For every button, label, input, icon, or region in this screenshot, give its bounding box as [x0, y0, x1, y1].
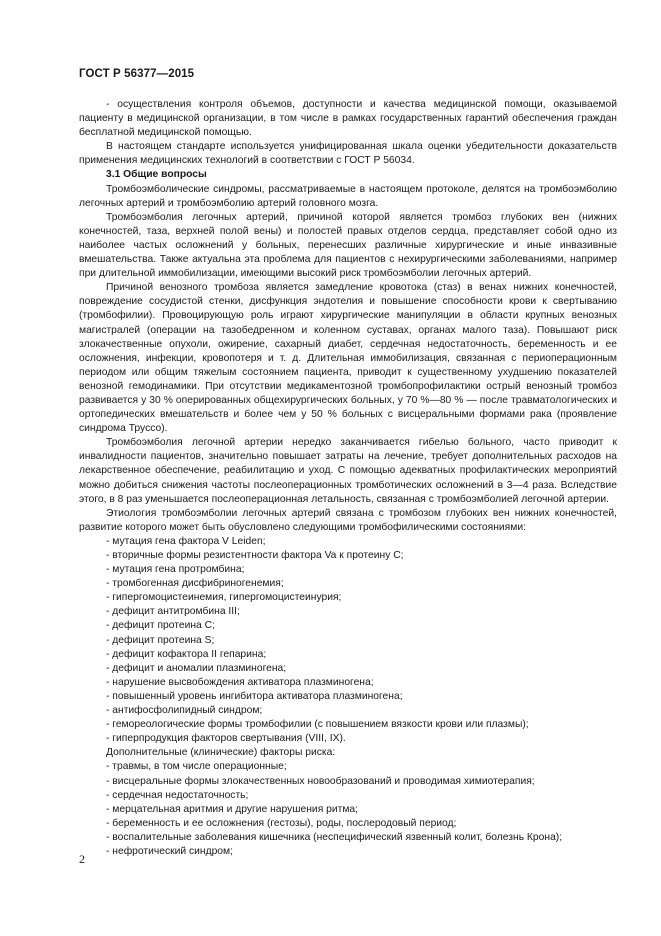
list-item: - нефротический синдром; — [106, 845, 233, 857]
list-item: - гипергомоцистеинемия, гипергомоцистеинурия; — [106, 592, 342, 604]
section-heading: 3.1 Общие вопросы — [106, 169, 207, 181]
list-intro: Дополнительные (клинические) факторы риска: — [106, 747, 336, 759]
list-item: - антифосфолипидный синдром; — [106, 705, 263, 717]
list-item: - мутация гена фактора V Leiden; — [106, 535, 266, 547]
list-item: - нарушение высвобождения активатора плазминогена; — [106, 676, 374, 688]
list-item: - висцеральные формы злокачественных новообразований и проводимая химиотерапия; — [106, 775, 535, 787]
paragraph: Этиология тромбоэмболии легочных артерий связана с тромбозом глубоких вен нижних конечностей, развитие которого может быть обусловлено следующими тромбофилическими состояниями: — [79, 507, 617, 533]
list-item: - повышенный уровень ингибитора активатора плазминогена; — [106, 690, 403, 702]
paragraph: Тромбоэмболические синдромы, рассматриваемые в настоящем протоколе, делятся на тромбоэмболию легочных артерий и тромбоэмболию артерий головного мозга. — [79, 183, 617, 209]
list-item: - воспалительные заболевания кишечника (неспецифический язвенный колит, болезнь Крона); — [106, 831, 563, 843]
list-item: - травмы, в том числе операционные; — [106, 761, 287, 773]
paragraph: Тромбоэмболия легочных артерий, причиной которой является тромбоз глубоких вен (нижних конечностей, таза, верхней полой вены) и полостей правых отделов сердца, представляет собой одно из наиболее частых осложнений у больных, перенесших различные хирургические и иные инвазивные вмешательства. Также актуальна эта проблема для пациентов с нехирургическими заболеваниями, например при длительной иммобилизации, имеющими высокий риск тромбоэмболии легочных артерий. — [79, 211, 617, 280]
paragraph: Причиной венозного тромбоза является замедление кровотока (стаз) в венах нижних конечностей, повреждение сосудистой стенки, дисфункция эндотелия и повышение способности крови к свертыванию (тромбофилии). Провоцирующую роль играют хирургические манипуляции в области крупных венозных магистралей (операции на тазобедренном и коленном суставах, органах малого таза). Повышают риск злокачественные опухоли, ожирение, сахарный диабет, сердечная недостаточность, беременность и ее осложнения, инфекции, кровопотеря и т. д. Длительная иммобилизация, связанная с периоперационным периодом или общим тяжелым состоянием пациента, приводит к существенному ухудшению показателей венозной гемодинамики. При отсутствии медикаментозной тромбопрофилактики острый венозный тромбоз развивается у 30 % оперированных общехирургических больных, у 70 %—80 % — после травматологических и ортопедических вмешательств и более чем у 50 % больных с висцеральными формами рака (проявление синдрома Труссо). — [79, 282, 617, 435]
list-item: - дефицит протеина S; — [106, 634, 215, 646]
list-item: - вторичные формы резистентности фактора Va к протеину C; — [106, 550, 404, 561]
list-item: - гемореологические формы тромбофилии (с повышением вязкости крови или плазмы); — [106, 719, 529, 731]
list-item: - сердечная недостаточность; — [106, 789, 249, 801]
document-body — [79, 98, 617, 859]
document-header: ГОСТ Р 56377—2015 — [79, 68, 195, 80]
list-item: - мутация гена протромбина; — [106, 564, 245, 576]
list-item: - дефицит протеина C; — [106, 620, 215, 632]
paragraph: В настоящем стандарте используется унифицированная шкала оценки убедительности доказательств применения медицинских технологий в соответствии с ГОСТ Р 56034. — [79, 141, 617, 167]
paragraph: - осуществления контроля объемов, доступности и качества медицинской помощи, оказываемой пациенту в медицинской организации, в том числе в рамках государственных гарантий обеспечения граждан бесплатной медицинской помощью. — [79, 99, 617, 139]
list-item: - дефицит антитромбина III; — [106, 606, 240, 618]
list-item: - беременность и ее осложнения (гестозы), роды, послеродовый период; — [106, 817, 457, 829]
list-item: - тромбогенная дисфибриногенемия; — [106, 578, 284, 590]
page-number: 2 — [79, 852, 85, 866]
list-item: - мерцательная аритмия и другие нарушения ритма; — [106, 803, 358, 815]
list-item: - дефицит кофактора II гепарина; — [106, 648, 267, 660]
list-item: - гиперпродукция факторов свертывания (VIII, IX). — [106, 733, 346, 745]
paragraph: Тромбоэмболия легочной артерии нередко заканчивается гибелью больного, часто приводит к инвалидности пациентов, значительно повышает затраты на лечение, требует дополнительных расходов на лекарственное обеспечение, реабилитацию и уход. С помощью адекватных профилактических мероприятий можно добиться снижения частоты послеоперационных тромботических осложнений в 3—4 раза. Вследствие этого, в 8 раз уменьшается послеоперационная летальность, связанная с тромбоэмболией легочной артерии. — [79, 437, 617, 505]
list-item: - дефицит и аномалии плазминогена; — [106, 662, 287, 674]
